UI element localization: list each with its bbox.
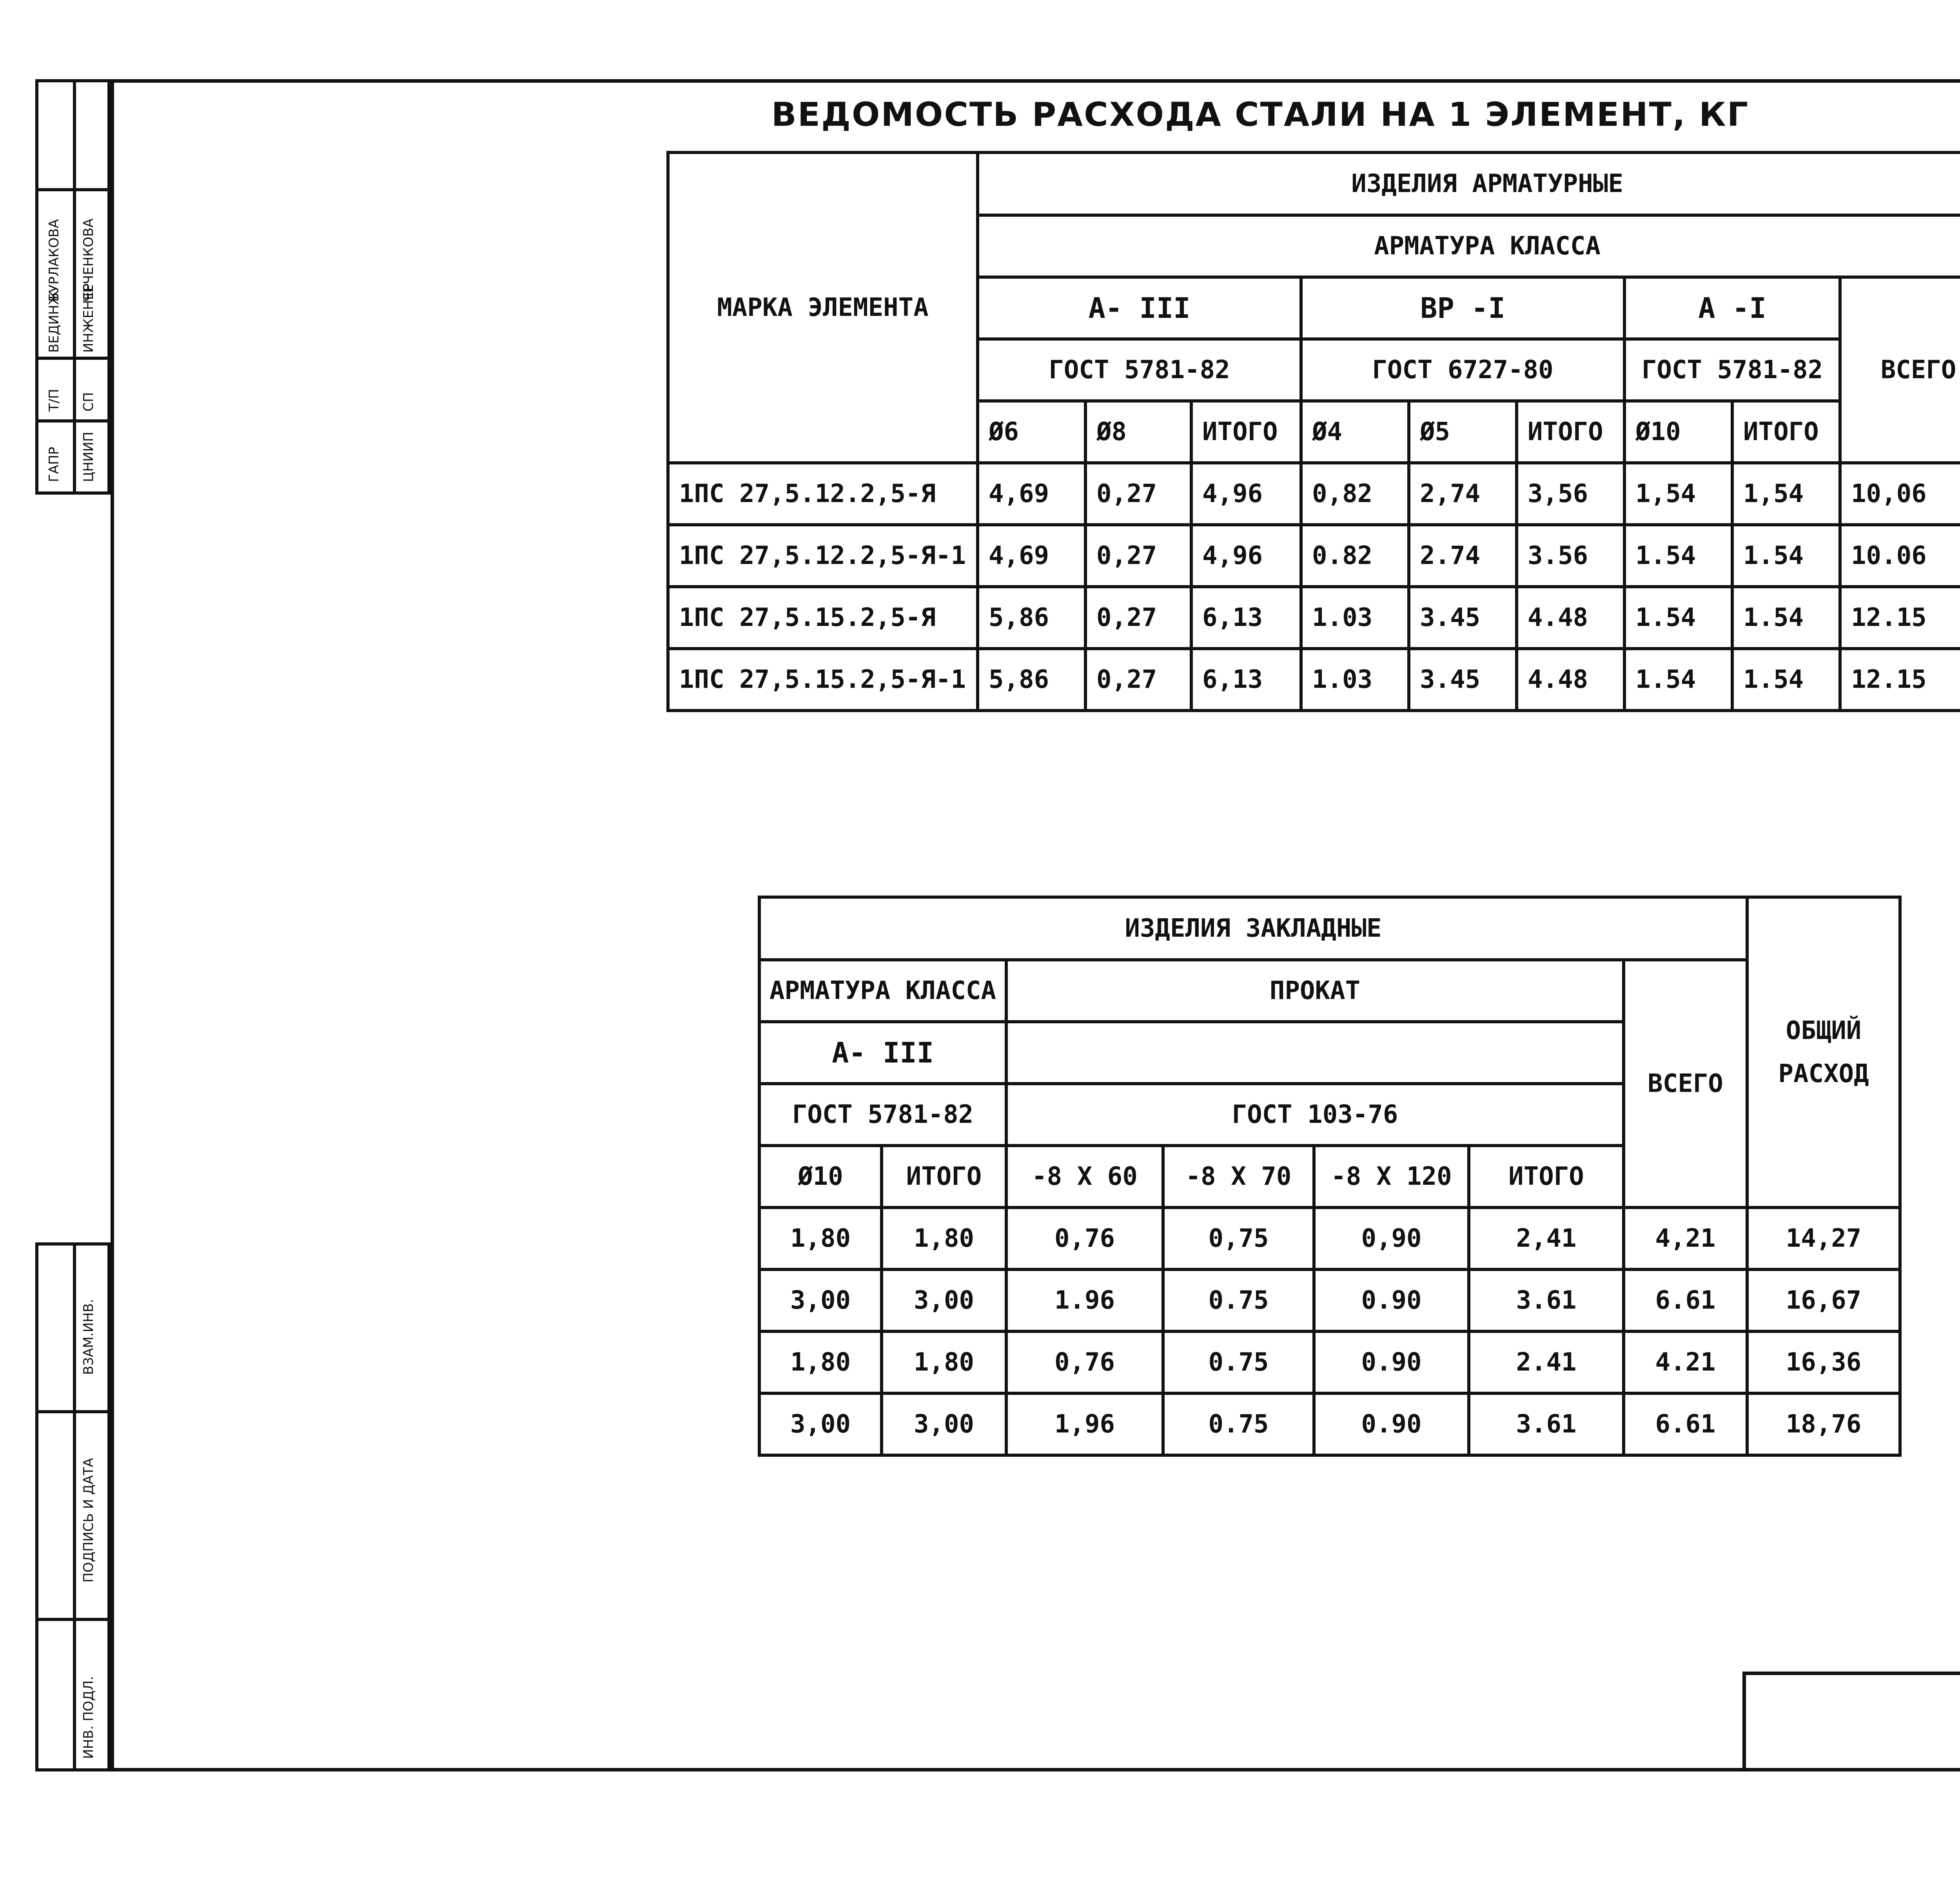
cell: 4,96 <box>1191 525 1301 587</box>
cell: 0.75 <box>1163 1393 1314 1455</box>
cell: 4,21 <box>1624 1208 1747 1269</box>
cell: 0.90 <box>1314 1269 1469 1331</box>
side-stamp-label: СП <box>81 392 96 412</box>
cell: 3,00 <box>759 1393 882 1455</box>
cell: 1.96 <box>1006 1269 1163 1331</box>
gost-a1: ГОСТ 5781-82 <box>1624 339 1840 401</box>
empty-cell <box>1006 1022 1624 1084</box>
side-stamp-top <box>35 79 111 495</box>
side-stamp-label: ВЕДИНЖ <box>46 290 62 353</box>
side-stamp-signature: ПОДПИСЬ И ДАТА <box>81 1458 96 1583</box>
cell: 1.03 <box>1301 649 1409 711</box>
header-mark: МАРКА ЭЛЕМЕНТА <box>668 152 978 463</box>
sub-header: Ø5 <box>1409 401 1517 463</box>
cell: 0,75 <box>1163 1208 1314 1269</box>
header-prokat: ПРОКАТ <box>1006 960 1624 1022</box>
cell: 1.54 <box>1732 525 1840 587</box>
side-stamp-label: Т/П <box>46 389 62 412</box>
sub-header: Ø10 <box>1624 401 1732 463</box>
cell: 3,00 <box>882 1393 1006 1455</box>
sub-header: Ø6 <box>978 401 1085 463</box>
title-block <box>1742 1672 1960 1771</box>
cell: 18,76 <box>1747 1393 1900 1455</box>
side-stamp-bottom <box>35 1242 111 1771</box>
sub-header: ИТОГО <box>1191 401 1301 463</box>
side-stamp-original: ИНВ. ПОДЛ. <box>81 1676 96 1759</box>
sub-header: Ø10 <box>759 1146 882 1208</box>
cell: 6.61 <box>1624 1269 1747 1331</box>
side-stamp-substitute: ВЗАМ.ИНВ. <box>81 1299 96 1375</box>
cell: 0,27 <box>1085 463 1191 525</box>
sub-header: Ø8 <box>1085 401 1191 463</box>
reinforcement-table <box>666 151 1960 712</box>
cell: 12.15 <box>1840 587 1960 649</box>
header-class: АРМАТУРА КЛАССА <box>759 960 1006 1022</box>
gost-prokat: ГОСТ 103-76 <box>1006 1084 1624 1146</box>
side-stamp-label: ИНЖЕНЕР <box>81 283 96 353</box>
cell: 6,13 <box>1191 649 1301 711</box>
cell: 0.90 <box>1314 1331 1469 1393</box>
cell: 1,54 <box>1624 463 1732 525</box>
cell: 0,27 <box>1085 525 1191 587</box>
sub-header: -8 Х 60 <box>1006 1146 1163 1208</box>
table-row <box>759 1393 1900 1455</box>
cell: 14,27 <box>1747 1208 1900 1269</box>
header-class: АРМАТУРА КЛАССА <box>978 215 1960 277</box>
cell: 0,27 <box>1085 587 1191 649</box>
cell: 0.75 <box>1163 1269 1314 1331</box>
sub-header: ИТОГО <box>882 1146 1006 1208</box>
sub-header: Ø4 <box>1301 401 1409 463</box>
overall-label: ОБЩИЙ <box>1786 1016 1862 1045</box>
side-stamp-name: ЧЕЧЕНКОВА <box>81 218 96 302</box>
header-group: ИЗДЕЛИЯ АРМАТУРНЫЕ <box>978 152 1960 215</box>
cell: 3.61 <box>1469 1269 1624 1331</box>
cell: 0,82 <box>1301 463 1409 525</box>
cell: 4,69 <box>978 525 1085 587</box>
cell: 4,96 <box>1191 463 1301 525</box>
cell: 4.48 <box>1517 649 1624 711</box>
table-row <box>668 587 1960 649</box>
cell: 0,90 <box>1314 1208 1469 1269</box>
cell: 1,80 <box>759 1208 882 1269</box>
cell: 3,56 <box>1517 463 1624 525</box>
gost-vr1: ГОСТ 6727-80 <box>1301 339 1624 401</box>
cell: 1ПС 27,5.12.2,5-Я <box>668 463 978 525</box>
side-stamp-name: БУРЛАКОВА <box>46 219 62 302</box>
cell: 4.48 <box>1517 587 1624 649</box>
cell: 6.61 <box>1624 1393 1747 1455</box>
cell: 6,13 <box>1191 587 1301 649</box>
gost-a3: ГОСТ 5781-82 <box>978 339 1301 401</box>
class-a3: А- III <box>759 1022 1006 1084</box>
cell: 1.03 <box>1301 587 1409 649</box>
gost-a3: ГОСТ 5781-82 <box>759 1084 1006 1146</box>
sub-header: ИТОГО <box>1517 401 1624 463</box>
table-row <box>759 1208 1900 1269</box>
document-title: ВЕДОМОСТЬ РАСХОДА СТАЛИ НА 1 ЭЛЕМЕНТ, КГ <box>771 95 1749 134</box>
overall-label: РАСХОД <box>1778 1059 1869 1088</box>
cell: 1.54 <box>1732 649 1840 711</box>
class-a1: А -I <box>1624 277 1840 339</box>
cell: 16,36 <box>1747 1331 1900 1393</box>
cell: 0,76 <box>1006 1208 1163 1269</box>
class-vr1: ВР -I <box>1301 277 1624 339</box>
sub-header: ИТОГО <box>1469 1146 1624 1208</box>
header-overall <box>1747 897 1900 1208</box>
cell: 12.15 <box>1840 649 1960 711</box>
cell: 2.41 <box>1469 1331 1624 1393</box>
cell: 0.82 <box>1301 525 1409 587</box>
cell: 1ПС 27,5.15.2,5-Я <box>668 587 978 649</box>
cell: 1ПС 27,5.15.2,5-Я-1 <box>668 649 978 711</box>
cell: 4.21 <box>1624 1331 1747 1393</box>
cell: 3,00 <box>882 1269 1006 1331</box>
cell: 1.54 <box>1624 525 1732 587</box>
class-a3: А- III <box>978 277 1301 339</box>
cell: 1,54 <box>1732 463 1840 525</box>
cell: 3.45 <box>1409 649 1517 711</box>
side-stamp-label: ГАПР <box>46 446 62 482</box>
table-row <box>668 649 1960 711</box>
cell: 10.06 <box>1840 525 1960 587</box>
cell: 4,69 <box>978 463 1085 525</box>
cell: 2,41 <box>1469 1208 1624 1269</box>
cell: 0.75 <box>1163 1331 1314 1393</box>
cell: 1.54 <box>1624 649 1732 711</box>
cell: 2,74 <box>1409 463 1517 525</box>
header-group: ИЗДЕЛИЯ ЗАКЛАДНЫЕ <box>759 897 1747 960</box>
table-row <box>759 1331 1900 1393</box>
sub-header: -8 Х 120 <box>1314 1146 1469 1208</box>
cell: 0,27 <box>1085 649 1191 711</box>
cell: 3.56 <box>1517 525 1624 587</box>
cell: 16,67 <box>1747 1269 1900 1331</box>
cell: 0,76 <box>1006 1331 1163 1393</box>
cell: 2.74 <box>1409 525 1517 587</box>
cell: 5,86 <box>978 649 1085 711</box>
embedded-parts-table <box>758 896 1902 1457</box>
cell: 1.54 <box>1732 587 1840 649</box>
cell: 1,80 <box>759 1331 882 1393</box>
header-total: ВСЕГО <box>1840 277 1960 463</box>
cell: 0.90 <box>1314 1393 1469 1455</box>
cell: 1.54 <box>1624 587 1732 649</box>
sub-header: ИТОГО <box>1732 401 1840 463</box>
cell: 10,06 <box>1840 463 1960 525</box>
table-row <box>668 525 1960 587</box>
table-row <box>759 1269 1900 1331</box>
cell: 1,80 <box>882 1331 1006 1393</box>
cell: 5,86 <box>978 587 1085 649</box>
cell: 3.61 <box>1469 1393 1624 1455</box>
cell: 3.45 <box>1409 587 1517 649</box>
table-row <box>668 463 1960 525</box>
side-stamp-label: ЦНИИП <box>81 432 96 482</box>
cell: 1,80 <box>882 1208 1006 1269</box>
sub-header: -8 Х 70 <box>1163 1146 1314 1208</box>
cell: 1,96 <box>1006 1393 1163 1455</box>
cell: 3,00 <box>759 1269 882 1331</box>
cell: 1ПС 27,5.12.2,5-Я-1 <box>668 525 978 587</box>
header-total: ВСЕГО <box>1624 960 1747 1208</box>
